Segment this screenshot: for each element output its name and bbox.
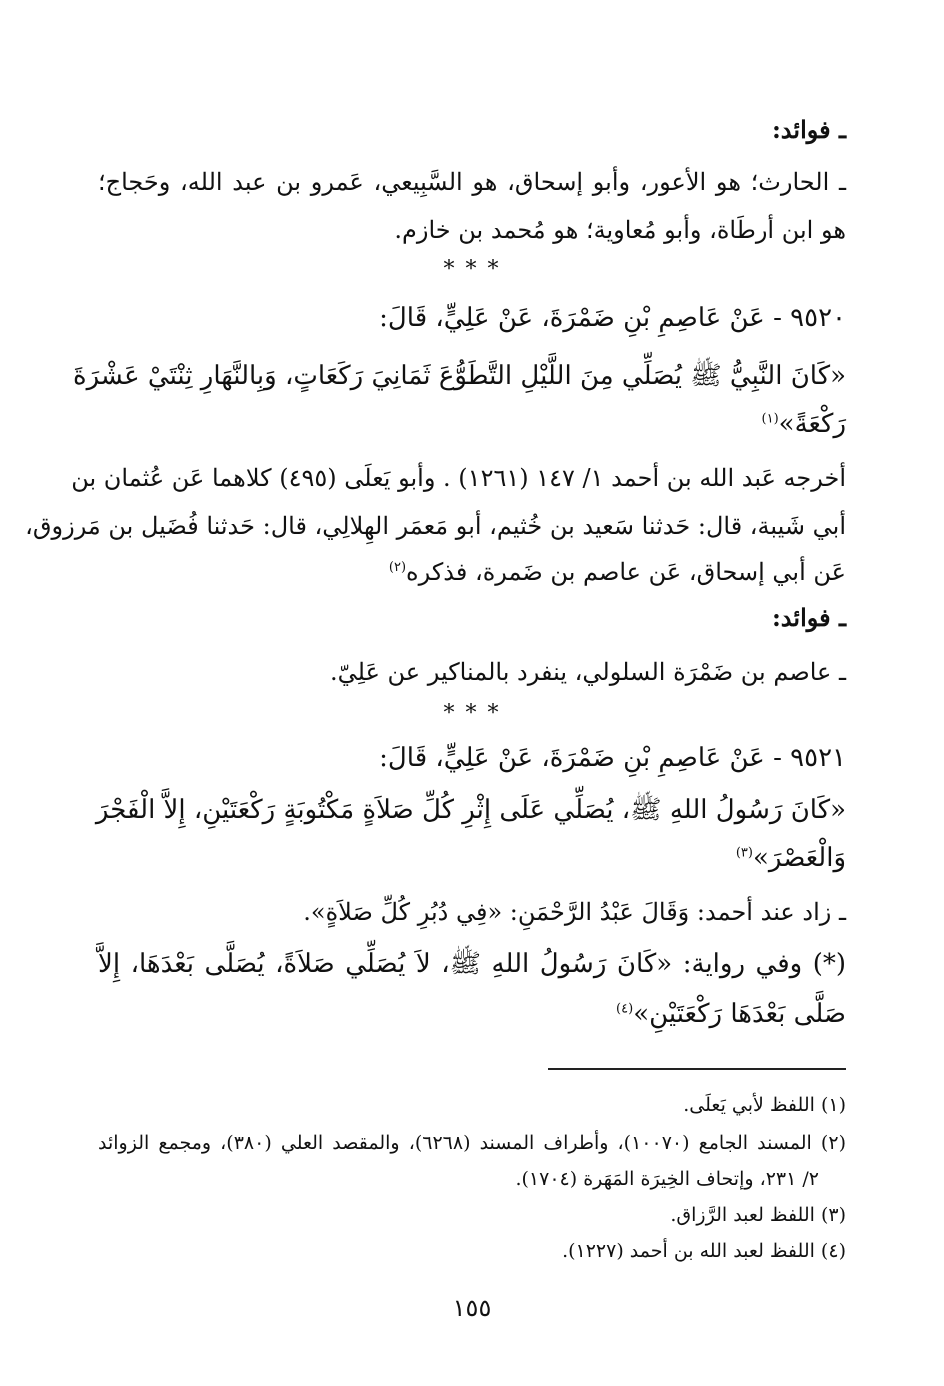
page-number: ١٥٥ [452, 1294, 492, 1322]
takhrij-line-1: أخرجه عَبد الله بن أحمد ١/ ١٤٧ (١٢٦١) . وأبو يَعلَى (٤٩٥) كلاهما عَن عُثمان بن [71, 464, 846, 492]
footnote-ref-1: (١) [761, 411, 779, 427]
takhrij-line-3-text: عَن أبي إسحاق، عَن عاصم بن ضَمرة، فذكره [406, 558, 846, 586]
footnote-3: (٣) اللفظ لعبد الرَّزاق. [670, 1204, 846, 1226]
footnote-2-line-1: (٢) المسند الجامع (١٠٠٧٠)، وأطراف المسند (٦٢٦٨)، والمقصد العلي (٣٨٠)، ومجمع الزوائد [98, 1132, 846, 1154]
hadith-9521-text-line-1: «كَانَ رَسُولُ اللهِ ﷺ، يُصَلِّي عَلَى إِثْرِ كُلِّ صَلاَةٍ مَكْتُوبَةٍ رَكْعَتَيْنِ، إِلاَّ الْفَجْرَ [95, 795, 846, 825]
fawaid-1-line-1: ـ الحارث؛ هو الأعور، وأبو إسحاق، هو السَّبِيعي، عَمرو بن عبد الله، وحَجاج؛ [98, 168, 846, 196]
footnote-ref-4: (٤) [616, 1001, 634, 1017]
fawaid-1-line-2: هو ابن أرطَاة، وأبو مُعاوية؛ هو مُحمد بن خازم. [394, 216, 846, 244]
hadith-9521-text-line-2 [98, 838, 846, 878]
riwaya-line-2 [98, 994, 846, 1034]
footnote-4: (٤) اللفظ لعبد الله بن أحمد (١٢٢٧). [562, 1240, 846, 1262]
zada-line: ـ زاد عند أحمد: وَقَالَ عَبْدُ الرَّحْمَنِ: «فِي دُبُرِ كُلِّ صَلاَةٍ». [303, 898, 846, 926]
hadith-9520-text-line-1: «كَانَ النَّبِيُّ ﷺ يُصَلِّي مِنَ اللَّيْلِ التَّطَوُّعَ ثَمَانِيَ رَكَعَاتٍ، وَبِالنَّهَارِ ثِنْتَيْ عَشْرَةَ [72, 361, 846, 391]
footnote-ref-3: (٣) [735, 845, 753, 861]
hadith-9520-text-end: رَكْعَةً» [778, 409, 846, 439]
hadith-9520-header: ٩٥٢٠ - عَنْ عَاصِمِ بْنِ ضَمْرَةَ، عَنْ عَلِيٍّ، قَالَ: [379, 303, 846, 333]
footnote-ref-2: (٢) [388, 560, 407, 575]
footnote-2-line-2: ٢/ ٢٣١، وإتحاف الخِيرَة المَهَرة (١٧٠٤). [515, 1168, 819, 1190]
fawaid-heading-1: ـ فوائد: [771, 115, 846, 144]
hadith-9521-header: ٩٥٢١ - عَنْ عَاصِمِ بْنِ ضَمْرَةَ، عَنْ عَلِيٍّ، قَالَ: [379, 743, 846, 773]
footnote-divider [548, 1068, 846, 1070]
fawaid-2-line-1: ـ عاصم بن ضَمْرَة السلولي، ينفرد بالمناكير عن عَلِيّ. [330, 658, 846, 686]
section-separator-1: * * * [443, 257, 501, 282]
takhrij-line-2: أبي شَيبة، قال: حَدثنا سَعيد بن خُثيم، أبو مَعمَر الهِلالِي، قال: حَدثنا فُضَيل بن مَرزوق، [25, 512, 846, 540]
hadith-9520-text-line-2 [98, 404, 846, 444]
riwaya-line-1: (*) وفي رواية: «كَانَ رَسُولُ اللهِ ﷺ، لاَ يُصَلِّي صَلاَةً، يُصَلَّى بَعْدَهَا، إِلاَّ [98, 949, 846, 979]
section-separator-2: * * * [443, 701, 501, 726]
riwaya-line-2-text: صَلَّى بَعْدَهَا رَكْعَتَيْنِ» [633, 999, 846, 1029]
fawaid-heading-2: ـ فوائد: [771, 603, 846, 632]
takhrij-line-3 [98, 552, 846, 592]
footnote-1: (١) اللفظ لأبي يَعلَى. [683, 1094, 846, 1116]
hadith-9521-text-end: وَالْعَصْرَ» [752, 843, 846, 873]
